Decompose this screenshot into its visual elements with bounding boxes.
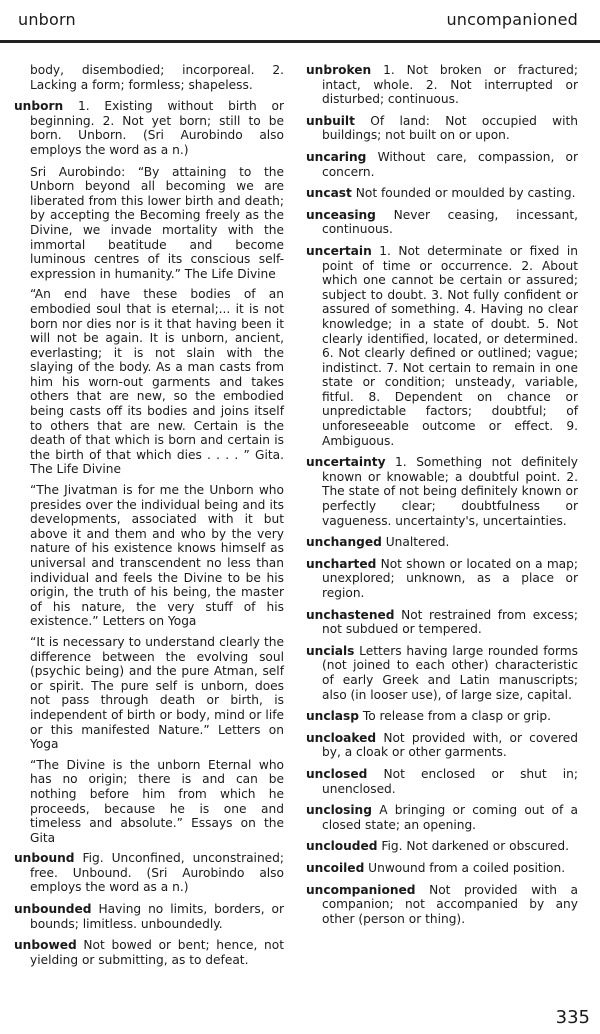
headword: unbuilt [306, 113, 355, 128]
dictionary-entry [14, 938, 284, 967]
definition: Not founded or moulded by casting. [355, 186, 576, 201]
definition: Not provided with a companion; not accompanied by any other (person or thing). [322, 882, 578, 926]
dictionary-entry [306, 150, 578, 179]
definition: Unaltered. [385, 535, 450, 550]
quotation: “An end have these bodies of an embodied soul that is eternal;... it is not born nor dies nor is it that having been it will not be again. It is unborn, ancient, everlasting; it is not slain with the slaying of the body. As a man casts from him his worn-out garments and takes others that are new, so the embodied being casts off its bodies and joins itself to others that are new. Certain is the death of that which is born and certain is the birth of that which dies . . . . ” Gita. The Life Divine [30, 287, 284, 477]
definition: To release from a clasp or grip. [362, 709, 552, 724]
definition: 1. Existing without birth or beginning. 2. Not yet born; still to be born. Unborn. (Sri Aurobindo also employs the word as a n.) [30, 99, 284, 157]
dictionary-entry [306, 208, 578, 237]
definition: A bringing or coming out of a closed state; an opening. [322, 803, 578, 832]
quotation: “The Jivatman is for me the Unborn who presides over the individual being and its developments, associated with it but above it and them and who by the very nature of his existence knows himself as universal and transcendent no less than individual and feels the Divine to be his origin, the truth of his being, the master of his nature, the very stuff of his existence.” Letters on Yoga [30, 483, 284, 629]
page-number: 335 [555, 1007, 590, 1028]
headword: unclouded [306, 839, 378, 854]
dictionary-entry [306, 455, 578, 528]
headword: uncloaked [306, 730, 377, 745]
dictionary-entry [306, 883, 578, 927]
quotation: “The Divine is the unborn Eternal who has no origin; there is and can be nothing before him from which he proceeds, because he is one and timeless and absolute.” Essays on the Gita [30, 757, 284, 845]
definition: Not enclosed or shut in; unenclosed. [322, 766, 578, 796]
definition: Unwound from a coiled position. [368, 860, 566, 875]
dictionary-entry [306, 644, 578, 702]
dictionary-entry [306, 731, 578, 760]
headword: uncompanioned [306, 882, 416, 897]
headword: unclasp [306, 709, 359, 724]
dictionary-entry [306, 803, 578, 832]
headword: unceasing [306, 207, 376, 222]
definition: Fig. Not darkened or obscured. [381, 839, 569, 854]
running-head-left: unborn [18, 10, 76, 29]
headword: uncials [306, 643, 355, 658]
headword: unbowed [14, 938, 77, 953]
dictionary-entry [306, 535, 578, 550]
definition: Of land: Not occupied with buildings; not built on or upon. [322, 113, 579, 143]
headword: uncertain [306, 243, 372, 258]
dictionary-entry [306, 244, 578, 448]
dictionary-entry [306, 63, 578, 107]
definition: 1. Not determinate or fixed in point of time or occurrence. 2. About which one cannot be certain or assured; subject to doubt. 3. Not fully confident or assured of something. 4. Having no clear knowledge; in a state of doubt. 5. Not clearly identified, located, or determined. 6. Not clearly defined or outlined; vague; indistinct. 7. Not certain to remain in one state or condition; unsteady, variable, fitful. 8. Dependent on chance or unpredictable factors; doubtful; of unforeseeable outcome or effect. 9. Ambiguous. [322, 243, 578, 448]
headword: uncertainty [306, 455, 386, 470]
definition: Not restrained from excess; not subdued or tempered. [322, 607, 578, 637]
dictionary-entry [306, 186, 578, 201]
running-head-right: uncompanioned [446, 10, 578, 29]
definition: Fig. Unconfined, unconstrained; free. Unbound. (Sri Aurobindo also employs the word as a n.) [30, 851, 285, 895]
headword: unbounded [14, 902, 92, 917]
dictionary-entry [306, 709, 578, 724]
headword: uncoiled [306, 860, 365, 875]
quotation: “It is necessary to understand clearly the difference between the evolving soul (psychic being) and the pure Atman, self or spirit. The pure self is unborn, does not pass through death or birth, is independent of birth or body, mind or life or this manifested Nature.” Letters on Yoga [30, 634, 284, 752]
dictionary-entry [306, 114, 578, 143]
dictionary-entry [306, 557, 578, 601]
headword: unborn [14, 99, 64, 114]
quotation: Sri Aurobindo: “By attaining to the Unborn beyond all becoming we are liberated from this lower birth and death; by accepting the Becoming freely as the Divine, we invade mortality with the immortal beatitude and become luminous centres of its conscious self-expression in humanity.” The Life Divine [30, 164, 284, 281]
headword: uncaring [306, 149, 367, 164]
headword: unchanged [306, 535, 382, 550]
dictionary-entry [14, 851, 284, 895]
definition: 1. Something not definitely known or knowable; a doubtful point. 2. The state of not being definitely known or perfectly clear; doubtfulness or vagueness. uncertainty's, uncertainties. [322, 455, 578, 528]
dictionary-entry [306, 839, 578, 854]
definition: Having no limits, borders, or bounds; limitless. unboundedly. [30, 902, 285, 931]
headword: unbroken [306, 63, 372, 77]
definition: Never ceasing, incessant, continuous. [322, 207, 578, 237]
headword: uncharted [306, 556, 377, 571]
left-column [14, 63, 284, 974]
definition: 1. Not broken or fractured; intact, whole. 2. Not interrupted or disturbed; continuous. [322, 63, 578, 107]
headword: unchastened [306, 607, 395, 622]
continued-entry-text: body, disembodied; incorporeal. 2. Lacking a form; formless; shapeless. [30, 63, 284, 92]
definition: Without care, compassion, or concern. [322, 149, 578, 179]
right-column [306, 63, 578, 933]
definition: Not shown or located on a map; unexplored; unknown, as a place or region. [322, 556, 578, 600]
headword: unclosing [306, 803, 372, 818]
headword: unclosed [306, 766, 368, 781]
dictionary-entry [306, 861, 578, 876]
entry-unborn [14, 99, 284, 157]
definition: Letters having large rounded forms (not joined to each other) characteristic of early Greek and Latin manuscripts; also (in looser use), of large size, capital. [322, 643, 578, 702]
dictionary-entry [306, 608, 578, 637]
definition: Not provided with, or covered by, a cloak or other garments. [322, 730, 578, 760]
definition: Not bowed or bent; hence, not yielding or submitting, as to defeat. [30, 938, 284, 967]
dictionary-entry [306, 767, 578, 796]
dictionary-entry [14, 902, 284, 931]
header-rule [0, 40, 600, 43]
headword: uncast [306, 186, 352, 201]
headword: unbound [14, 851, 75, 866]
